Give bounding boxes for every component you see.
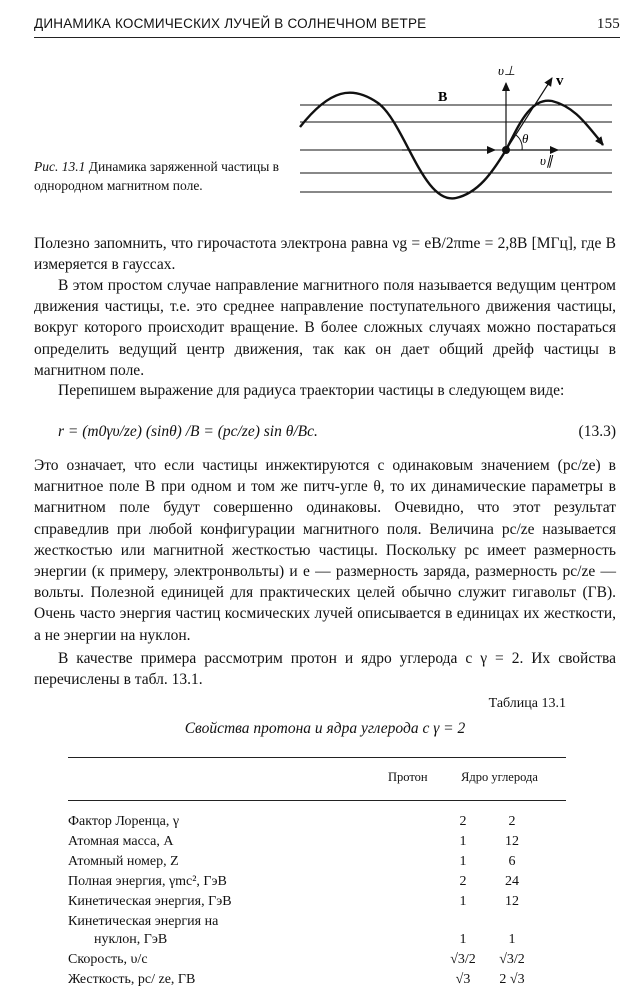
table-row xyxy=(68,854,566,874)
table-row xyxy=(68,952,566,972)
equation-13-3 xyxy=(58,421,616,443)
cell-carbon: 24 xyxy=(505,874,519,889)
cell-proton: 2 xyxy=(459,874,467,889)
label-theta: θ xyxy=(522,131,529,146)
column-header-proton: Протон xyxy=(388,770,428,784)
row-label: Атомный номер, Z xyxy=(68,854,179,869)
row-label: Кинетическая энергия, ГэВ xyxy=(68,894,232,909)
column-header-carbon: Ядро углерода xyxy=(461,770,538,784)
cell-carbon: 1 xyxy=(508,932,516,947)
row-label: Жесткость, pc/ ze, ГВ xyxy=(68,972,196,987)
row-label-continued: нуклон, ГэВ xyxy=(94,932,168,947)
label-v-perp: υ⊥ xyxy=(498,63,516,78)
caption-text: Динамика заряженной частицы в однородном магнитном поле. xyxy=(34,159,280,193)
table-top-rule xyxy=(68,757,566,758)
label-v: v xyxy=(556,73,564,89)
cell-carbon: 6 xyxy=(508,854,516,869)
cell-carbon: 12 xyxy=(505,894,519,909)
cell-carbon: √3/2 xyxy=(499,952,525,967)
table-row xyxy=(68,972,566,992)
cell-carbon: 2 xyxy=(508,814,516,829)
running-header xyxy=(34,16,620,38)
table-header-rule xyxy=(68,800,566,801)
table-label: Таблица 13.1 xyxy=(488,696,566,711)
cell-carbon: 12 xyxy=(505,834,519,849)
paragraph-gyrofrequency: Полезно запомнить, что гирочастота электрона равна νg = eB/2πme = 2,8B [МГц], где B измеряется в гауссах. xyxy=(34,235,616,274)
table-row xyxy=(68,834,566,854)
cell-proton: 1 xyxy=(459,854,467,869)
figure-13-1 xyxy=(290,55,620,215)
helical-trajectory xyxy=(300,93,602,199)
table-row xyxy=(68,814,566,834)
cell-carbon: 2 √3 xyxy=(499,972,525,987)
label-v-par: υ∥ xyxy=(540,153,553,168)
paragraph-radius-intro: Перепишем выражение для радиуса траектории частицы в следующем виде: xyxy=(58,382,565,399)
cell-proton: √3/2 xyxy=(450,952,476,967)
equation-number: (13.3) xyxy=(578,423,616,440)
row-label: Фактор Лоренца, γ xyxy=(68,814,180,829)
equation-body: r = (m0γυ/ze) (sinθ) /B = (pc/ze) sin θ/Bc. xyxy=(58,423,318,440)
paragraph-rigidity: Это означает, что если частицы инжектируются с одинаковым значением (pc/ze) в магнитное поле B при одном и том же питч-угле θ, то их динамические параметры в магнитном поле будут совершенно одинаковы. Очевидно, что этот результат справедлив при любой конфигурации магнитного поля. Величина pc/ze называется жесткостью или магнитной жесткостью частицы. Поскольку pc имеет размерность энергии (к примеру, электронвольты) и e — размерность заряда, размерность pc/ze — вольты. Полезной единицей для практических целей обычно служит гигавольт (ГВ). Очень часто энергия частиц космических лучей описывается в единицах их жесткости, а не энергии на нуклон. xyxy=(34,457,616,644)
table-title: Свойства протона и ядра углерода с γ = 2 xyxy=(184,720,466,737)
paragraph-example: В качестве примера рассмотрим протон и ядро углерода с γ = 2. Их свойства перечислены в табл. 13.1. xyxy=(34,650,616,689)
table-row xyxy=(68,914,566,934)
particle xyxy=(502,146,510,154)
cell-proton: 1 xyxy=(459,834,467,849)
cell-proton: 1 xyxy=(459,894,467,909)
running-title: ДИНАМИКА КОСМИЧЕСКИХ ЛУЧЕЙ В СОЛНЕЧНОМ ВЕТРЕ xyxy=(34,16,427,31)
paragraph-guiding-center: В этом простом случае направление магнитного поля называется ведущим центром движения частицы, т.е. это среднее направление поступательного движения частицы, вокруг которого происходит вращение. В более сложных случаях можно постараться определить ведущий центр движения, так как он дает общий дрейф частицы в магнитном поле. xyxy=(34,277,616,379)
cell-proton: √3 xyxy=(455,972,471,987)
table-row xyxy=(68,894,566,914)
header-rule xyxy=(34,37,620,38)
row-label: Атомная масса, A xyxy=(68,834,174,849)
cell-proton: 1 xyxy=(459,932,467,947)
v-arrow xyxy=(506,78,552,150)
page-number: 155 xyxy=(596,16,620,32)
label-B: B xyxy=(438,90,448,105)
figure-caption xyxy=(34,157,284,195)
cell-proton: 2 xyxy=(459,814,467,829)
row-label: Полная энергия, γmc², ГэВ xyxy=(68,874,227,889)
table-row xyxy=(68,932,566,952)
trajectory-arrowhead xyxy=(600,141,603,145)
row-label: Кинетическая энергия на xyxy=(68,914,219,929)
caption-label: Рис. 13.1 xyxy=(34,159,86,174)
row-label: Скорость, υ/c xyxy=(68,952,148,967)
table-row xyxy=(68,874,566,894)
